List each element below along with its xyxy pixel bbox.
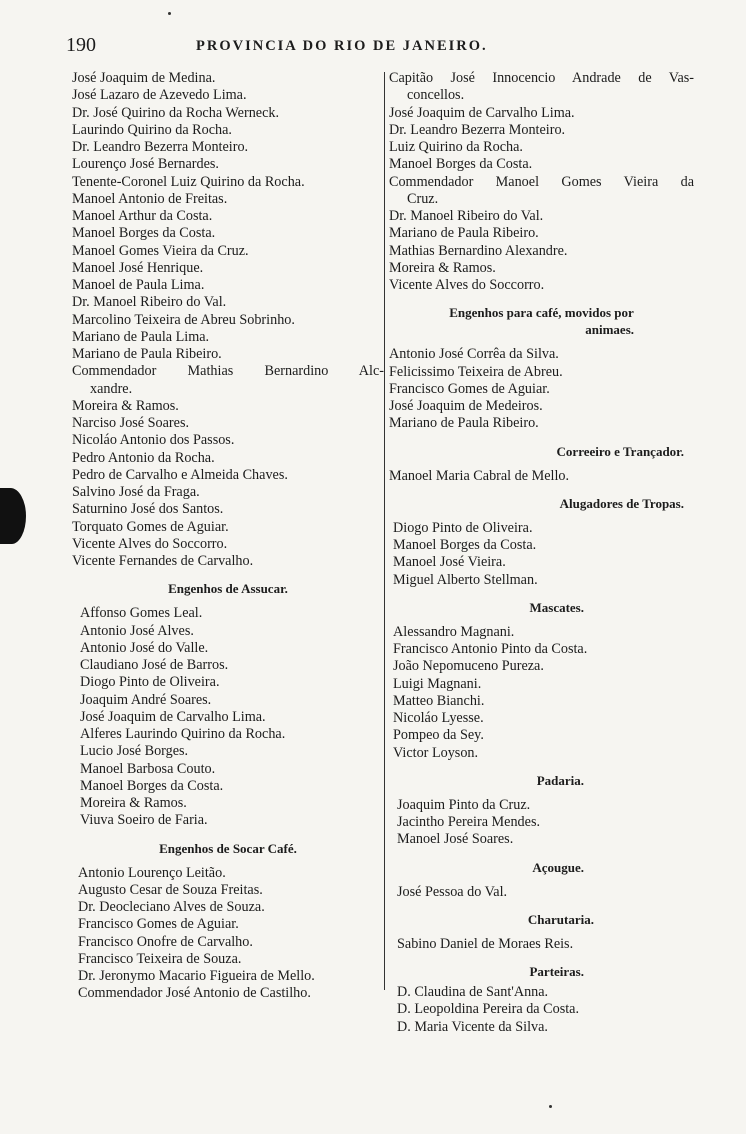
list-item: Manoel José Soares.: [397, 831, 514, 848]
list-item: Mathias Bernardino Alexandre.: [389, 242, 568, 259]
list-item: Narciso José Soares.: [72, 415, 190, 431]
list-item: D. Maria Vicente da Silva.: [397, 1018, 548, 1035]
list-item: Antonio Lourenço Leitão.: [78, 864, 226, 881]
list-item: Augusto Cesar de Souza Freitas.: [78, 881, 263, 898]
list-item: Manoel José Henrique.: [72, 259, 204, 276]
page-number: 190: [66, 34, 96, 56]
list-item: Francisco Gomes de Aguiar.: [389, 380, 550, 397]
list-item: Luigi Magnani.: [393, 675, 482, 692]
name-list-continued: [72, 70, 384, 570]
list-item: Capitão José Innocencio Andrade de Vas-: [389, 70, 694, 86]
list-item: Dr. Manoel Ribeiro do Val.: [389, 208, 544, 224]
section-heading-alugadores: Alugadores de Tropas.: [559, 495, 684, 511]
page-title: PROVINCIA DO RIO DE JANEIRO.: [196, 38, 488, 54]
list-item: Dr. Deocleciano Alves de Souza.: [78, 899, 265, 915]
list-item: João Nepomuceno Pureza.: [393, 658, 544, 675]
list-item: José Joaquim de Carvalho Lima.: [389, 104, 575, 121]
section-list-correeiro: [389, 468, 694, 485]
section-heading-correeiro: Correeiro e Trançador.: [556, 443, 684, 459]
list-item: Manoel Borges da Costa.: [80, 777, 224, 794]
list-item: Joaquim Pinto da Cruz.: [397, 796, 531, 813]
list-item: Vicente Alves do Soccorro.: [72, 535, 228, 552]
list-item: Francisco Antonio Pinto da Costa.: [393, 641, 588, 657]
list-item: Commendador Mathias Bernardino Alc-: [72, 363, 384, 380]
list-item: Manoel Barbosa Couto.: [80, 760, 216, 777]
list-item: Manoel Borges da Costa.: [72, 225, 216, 242]
list-item: Vicente Alves do Soccorro.: [389, 277, 545, 293]
list-item: Manoel Maria Cabral de Mello.: [389, 467, 570, 484]
list-item: Alferes Laurindo Quirino da Rocha.: [80, 726, 286, 742]
list-item: Francisco Gomes de Aguiar.: [78, 916, 239, 933]
list-item: Manoel Arthur da Costa.: [72, 208, 213, 224]
list-item: Dr. Leandro Bezerra Monteiro.: [72, 139, 249, 155]
section-list-engenhos-socar-cafe: [72, 865, 384, 1003]
list-item: Commendador Manoel Gomes Vieira da: [389, 173, 694, 190]
section-heading-acougue: Açougue.: [532, 859, 584, 875]
list-item: Dr. Manoel Ribeiro do Val.: [72, 294, 227, 311]
list-item: Jacintho Pereira Mendes.: [397, 814, 541, 830]
list-item: Torquato Gomes de Aguiar.: [72, 518, 229, 535]
list-item: Cruz.: [407, 190, 439, 207]
speck: [549, 1105, 552, 1108]
list-item: concellos.: [407, 87, 465, 104]
list-item: xandre.: [90, 380, 133, 397]
left-column: [72, 70, 384, 1003]
list-item: Victor Loyson.: [393, 744, 479, 761]
list-item: José Lazaro de Azevedo Lima.: [72, 87, 247, 104]
section-list-mascates: [389, 624, 694, 762]
list-item: Mariano de Paula Ribeiro.: [389, 415, 539, 432]
list-item: D. Leopoldina Pereira da Costa.: [397, 1001, 580, 1018]
section-list-charutaria: [389, 936, 694, 953]
list-item: Joaquim André Soares.: [80, 691, 212, 708]
list-item: Moreira & Ramos.: [72, 397, 179, 414]
section-heading-engenhos-cafe-animaes-cont: animaes.: [585, 322, 634, 338]
list-item: Moreira & Ramos.: [389, 259, 496, 276]
list-item: Saturnino José dos Santos.: [72, 501, 224, 518]
list-item: Mariano de Paula Lima.: [72, 328, 210, 345]
list-item: José Joaquim de Medina.: [72, 70, 216, 86]
section-list-engenhos-assucar: [72, 605, 384, 829]
list-item: Affonso Gomes Leal.: [80, 605, 203, 622]
list-item: Marcolino Teixeira de Abreu Sobrinho.: [72, 311, 295, 328]
list-item: Manoel Borges da Costa.: [389, 156, 533, 173]
section-heading-engenhos-assucar: Engenhos de Assucar.: [168, 581, 288, 597]
section-list-parteiras: [389, 984, 694, 1036]
section-heading-charutaria: Charutaria.: [527, 911, 594, 927]
list-item: Diogo Pinto de Oliveira.: [80, 674, 220, 691]
section-heading-engenhos-cafe-animaes: Engenhos para café, movidos por: [449, 305, 634, 321]
section-heading-padaria: Padaria.: [536, 772, 584, 788]
right-column: [389, 70, 694, 1036]
list-item: Matteo Bianchi.: [393, 692, 485, 709]
list-item: Salvino José da Fraga.: [72, 484, 200, 500]
list-item: Nicoláo Lyesse.: [393, 710, 484, 726]
list-item: José Pessoa do Val.: [397, 883, 508, 900]
list-item: Manoel Gomes Vieira da Cruz.: [72, 242, 249, 259]
list-item: Laurindo Quirino da Rocha.: [72, 121, 232, 138]
list-item: Pedro de Carvalho e Almeida Chaves.: [72, 466, 288, 483]
column-rule: [384, 72, 385, 990]
list-item: Dr. José Quirino da Rocha Werneck.: [72, 104, 280, 121]
list-item: José Joaquim de Carvalho Lima.: [80, 708, 266, 725]
list-item: Felicissimo Teixeira de Abreu.: [389, 363, 563, 380]
list-item: Antonio José Alves.: [80, 622, 194, 639]
list-item: José Joaquim de Medeiros.: [389, 398, 543, 414]
list-item: Sabino Daniel de Moraes Reis.: [397, 935, 574, 952]
list-item: Luiz Quirino da Rocha.: [389, 139, 523, 155]
list-item: Nicoláo Antonio dos Passos.: [72, 432, 235, 449]
list-item: Vicente Fernandes de Carvalho.: [72, 553, 254, 569]
section-list-engenhos-cafe-animaes: [389, 346, 694, 432]
list-item: Diogo Pinto de Oliveira.: [393, 519, 533, 536]
section-list-padaria: [389, 797, 694, 849]
section-heading-parteiras: Parteiras.: [529, 964, 584, 979]
list-item: Alessandro Magnani.: [393, 623, 515, 640]
name-list-continued: [389, 70, 694, 294]
list-item: Commendador José Antonio de Castilho.: [78, 985, 311, 1002]
list-item: Mariano de Paula Ribeiro.: [389, 225, 539, 242]
list-item: Manoel Borges da Costa.: [393, 537, 537, 553]
list-item: Viuva Soeiro de Faria.: [80, 812, 208, 829]
list-item: Moreira & Ramos.: [80, 795, 187, 811]
list-item: Dr. Leandro Bezerra Monteiro.: [389, 121, 566, 138]
list-item: Miguel Alberto Stellman.: [393, 571, 538, 588]
list-item: Francisco Onofre de Carvalho.: [78, 933, 253, 950]
list-item: D. Claudina de Sant'Anna.: [397, 984, 549, 1000]
list-item: Francisco Teixeira de Souza.: [78, 950, 242, 967]
section-list-acougue: [389, 884, 694, 901]
list-item: Manoel José Vieira.: [393, 554, 506, 571]
list-item: Lourenço José Bernardes.: [72, 156, 219, 173]
list-item: Pompeo da Sey.: [393, 727, 484, 744]
binding-smudge: [0, 488, 26, 544]
list-item: Claudiano José de Barros.: [80, 657, 229, 673]
section-heading-engenhos-socar-cafe: Engenhos de Socar Café.: [159, 840, 297, 856]
list-item: Tenente-Coronel Luiz Quirino da Rocha.: [72, 173, 305, 190]
list-item: Dr. Jeronymo Macario Figueira de Mello.: [78, 968, 315, 984]
list-item: Manoel Antonio de Freitas.: [72, 190, 228, 207]
list-item: Pedro Antonio da Rocha.: [72, 449, 215, 466]
list-item: Manoel de Paula Lima.: [72, 277, 205, 293]
list-item: Mariano de Paula Ribeiro.: [72, 346, 222, 362]
list-item: Lucio José Borges.: [80, 743, 189, 760]
list-item: Antonio José Corrêa da Silva.: [389, 346, 559, 363]
section-list-alugadores: [389, 520, 694, 589]
section-heading-mascates: Mascates.: [529, 599, 584, 615]
list-item: Antonio José do Valle.: [80, 639, 209, 656]
speck: [168, 12, 171, 15]
